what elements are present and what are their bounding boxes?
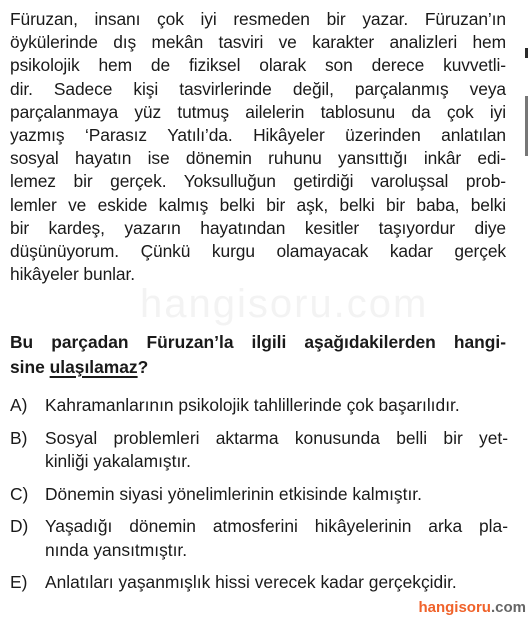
- option-text: [45, 571, 508, 595]
- option-line: Yaşadığı dönemin atmosferini hikâyelerinin arka pla-: [45, 516, 508, 536]
- option-a[interactable]: [10, 394, 508, 418]
- option-line: kinliği yakalamıştır.: [45, 451, 191, 471]
- passage-line: yazmış ‘Parasız Yatılı’da. Hikâyeler üzerinden anlatılan: [10, 125, 506, 146]
- option-line: Sosyal problemleri aktarma konusunda belli bir yet-: [45, 427, 508, 448]
- edge-mark: [525, 48, 528, 58]
- option-d[interactable]: [10, 515, 508, 562]
- question-line-1: Bu parçadan Füruzan’la ilgili aşağıdakilerden hangi-: [10, 332, 506, 352]
- passage-line: Füruzan, insanı çok iyi resmeden bir yazar. Füruzan’ın: [10, 9, 506, 29]
- option-letter: E): [10, 572, 28, 592]
- option-letter: A): [10, 395, 28, 415]
- answer-options: [10, 394, 508, 604]
- option-b[interactable]: [10, 427, 508, 474]
- passage-line: düşünüyorum. Çünkü kurgu olamayacak kadar gerçek: [10, 241, 506, 262]
- passage-line: sosyal hayatın ise dönemin ruhunu yansıttığı inkâr edi-: [10, 148, 506, 169]
- question-emphasis: ulaşılamaz: [49, 357, 138, 377]
- option-text: [45, 515, 508, 562]
- passage-line: parçalanmaya yüz tutmuş ailelerin tablosunu da çok iyi: [10, 101, 506, 122]
- option-c[interactable]: [10, 483, 508, 507]
- option-letter: B): [10, 427, 28, 448]
- brand-tld: .com: [490, 599, 526, 616]
- brand-name: hangisoru: [418, 599, 491, 616]
- passage-line: hikâyeler bunlar.: [10, 264, 135, 285]
- option-text: [45, 427, 508, 474]
- option-text: [45, 394, 508, 418]
- passage-line: lemler ve eskide kalmış belki bir aşk, belki bir baba, belki: [10, 194, 506, 215]
- brand-logo: [418, 599, 526, 616]
- question-prefix: sine: [10, 357, 50, 377]
- reading-passage: [10, 8, 506, 286]
- option-letter: D): [10, 516, 29, 536]
- option-letter: C): [10, 483, 29, 504]
- option-line: nında yansıtmıştır.: [45, 539, 188, 560]
- option-e[interactable]: [10, 571, 508, 595]
- passage-line: bir kardeş, yazarın hayatından kesitler taşıyordur diye: [10, 217, 506, 238]
- passage-line: psikolojik hem de fiziksel olarak son derece kuvvetli-: [10, 55, 506, 76]
- option-text: [45, 483, 508, 507]
- passage-line: öykülerinde dış mekân tasviri ve karakter analizleri hem: [10, 32, 506, 53]
- option-line: Anlatıları yaşanmışlık hissi verecek kadar gerçekçidir.: [45, 572, 457, 592]
- option-line: Kahramanlarının psikolojik tahlillerinde çok başarılıdır.: [45, 395, 460, 415]
- passage-line: dir. Sadece kişi tasvirlerinde değil, parçalanmış veya: [10, 78, 506, 99]
- passage-line: lemez bir gerçek. Yoksulluğun getirdiği varoluşsal prob-: [10, 171, 506, 192]
- question-line-2: [10, 355, 506, 380]
- question-suffix: ?: [137, 357, 149, 377]
- option-line: Dönemin siyasi yönelimlerinin etkisinde kalmıştır.: [45, 483, 422, 504]
- watermark: hangisoru.com: [140, 282, 429, 326]
- question-stem: [10, 330, 506, 380]
- edge-mark: [525, 96, 528, 156]
